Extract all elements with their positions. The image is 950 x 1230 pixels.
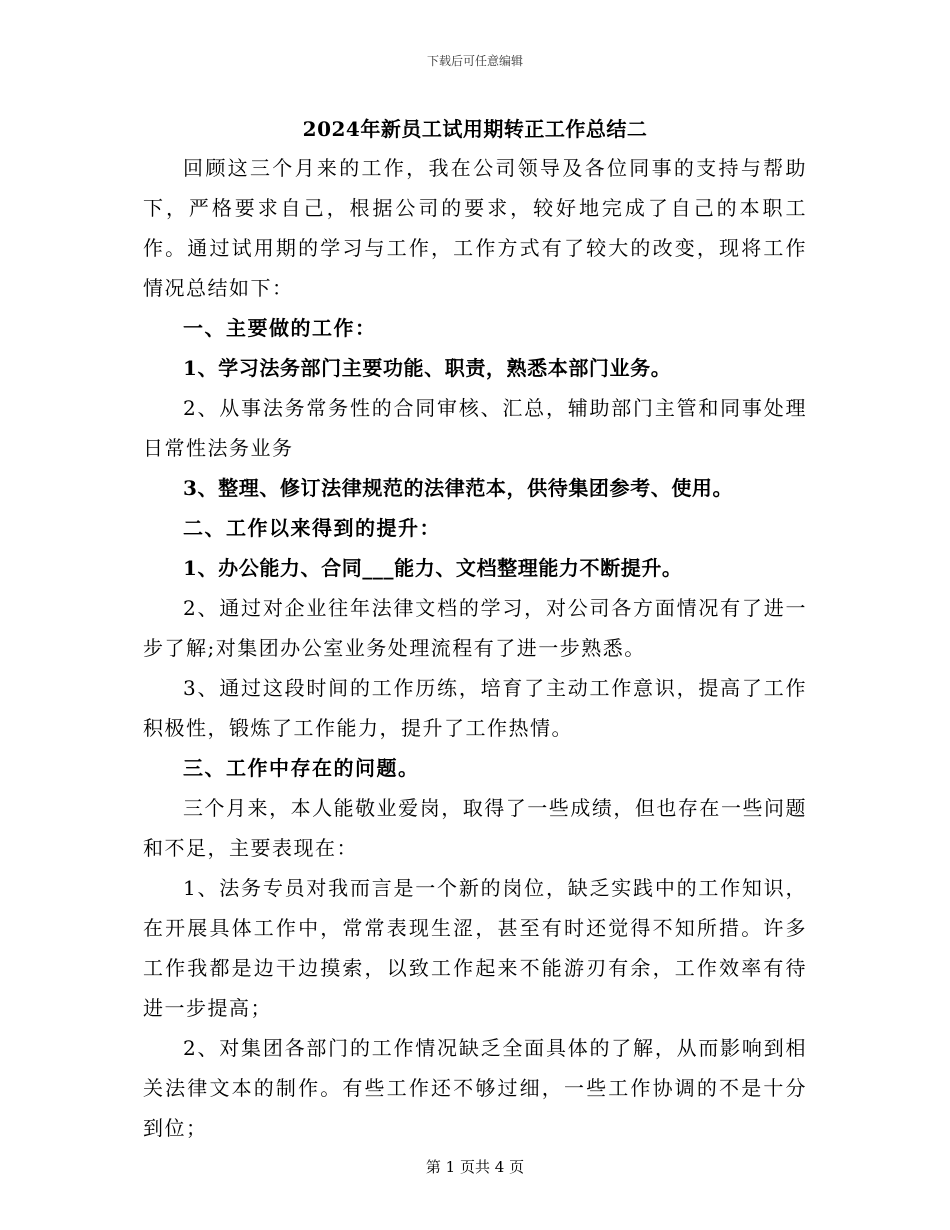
list-item-improvement-3: 3、通过这段时间的工作历练，培育了主动工作意识，提高了工作积极性，锻炼了工作能力，提升了工作热情。 [143,676,807,740]
list-item-problem-2: 2、对集团各部门的工作情况缺乏全面具体的了解，从而影响到相关法律文本的制作。有些工作还不够过细，一些工作协调的不是十分到位； [143,1036,807,1140]
document-title: 2024年新员工试用期转正工作总结二 [302,117,648,141]
list-item-improvement-2: 2、通过对企业往年法律文档的学习，对公司各方面情况有了进一步了解;对集团办公室业务处理流程有了进一步熟悉。 [143,596,807,660]
document-body [143,112,807,1148]
heading-main-work: 一、主要做的工作： [183,316,377,340]
paragraph-problems-intro: 三个月来，本人能敬业爱岗，取得了一些成绩，但也存在一些问题和不足，主要表现在： [143,796,807,860]
page-header: 下载后可任意编辑 [426,54,523,68]
paragraph-intro: 回顾这三个月来的工作，我在公司领导及各位同事的支持与帮助下，严格要求自己，根据公司的要求，较好地完成了自己的本职工作。通过试用期的学习与工作，工作方式有了较大的改变，现将工作情况总结如下： [143,156,807,300]
heading-problems: 三、工作中存在的问题。 [183,756,420,780]
list-item-main-work-2: 2、从事法务常务性的合同审核、汇总，辅助部门主管和同事处理日常性法务业务 [143,396,807,460]
list-item-improvement-1: 1、办公能力、合同___能力、文档整理能力不断提升。 [183,556,683,580]
page-footer: 第 1 页共 4 页 [425,1158,525,1176]
list-item-problem-1: 1、法务专员对我而言是一个新的岗位，缺乏实践中的工作知识，在开展具体工作中，常常表现生涩，甚至有时还觉得不知所措。许多工作我都是边干边摸索，以致工作起来不能游刃有余，工作效率有待进一步提高； [143,876,807,1020]
list-item-main-work-3: 3、整理、修订法律规范的法律范本，供待集团参考、使用。 [183,476,734,500]
heading-improvements: 二、工作以来得到的提升： [183,516,441,540]
list-item-main-work-1: 1、学习法务部门主要功能、职责，熟悉本部门业务。 [183,356,672,380]
